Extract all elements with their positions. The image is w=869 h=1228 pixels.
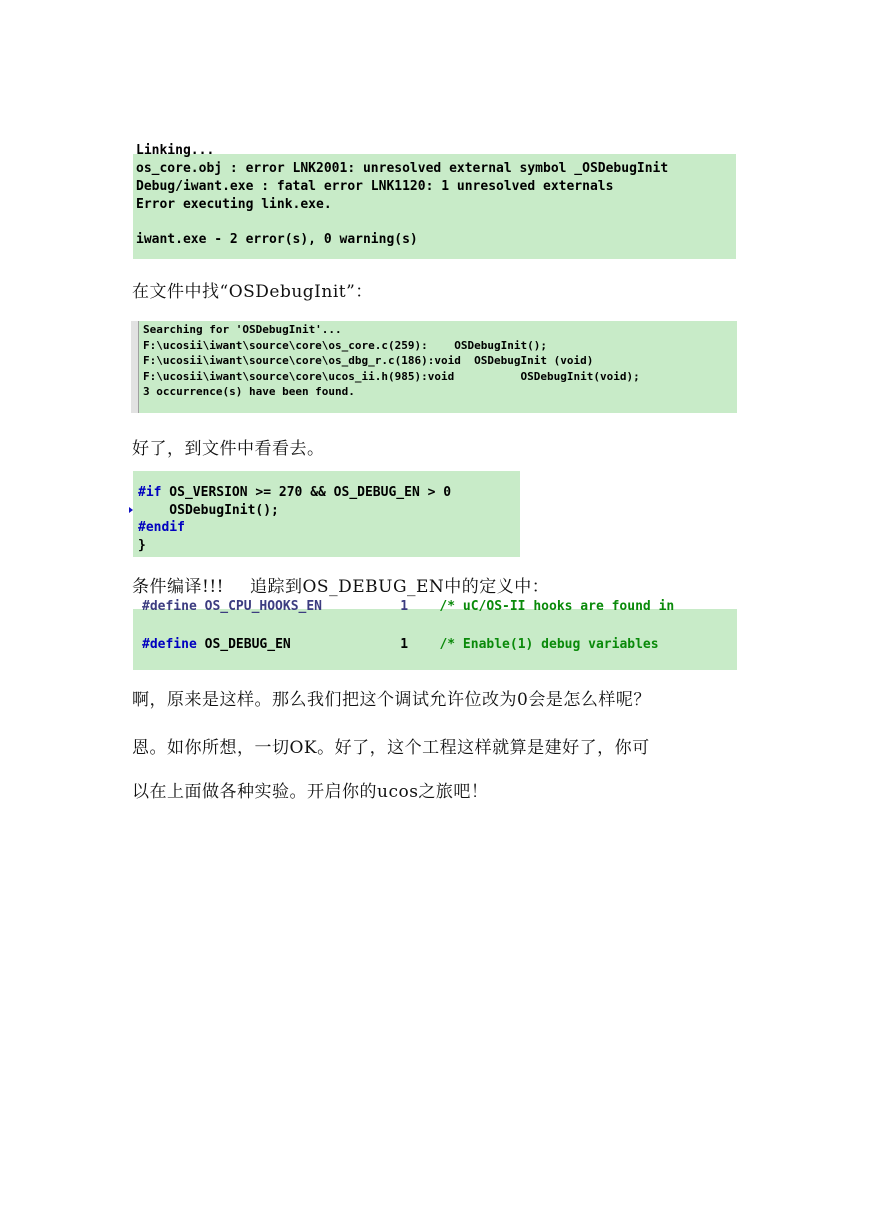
find-results-screenshot <box>131 321 737 413</box>
output-line-error-summary: iwant.exe - 2 error(s), 0 warning(s) <box>136 232 418 247</box>
if-keyword: #if <box>138 485 162 500</box>
define-keyword: #define <box>142 637 197 652</box>
find-line-result-3: F:\ucosii\iwant\source\core\ucos_ii.h(985):void OSDebugInit(void); <box>143 370 640 383</box>
output-line-unresolved-symbol: os_core.obj : error LNK2001: unresolved external symbol _OSDebugInit <box>136 161 669 176</box>
paragraph-look-in-file: 好了，到文件中看看去。 <box>132 439 325 459</box>
find-line-result-2: F:\ucosii\iwant\source\core\os_dbg_r.c(186):void OSDebugInit (void) <box>143 354 594 367</box>
trace-definition-text: 追踪到OS_DEBUG_EN中的定义中： <box>250 577 550 597</box>
if-condition: OS_VERSION >= 270 && OS_DEBUG_EN > 0 <box>161 485 452 500</box>
define-code-screenshot <box>133 599 737 670</box>
code-line-brace: } <box>138 538 146 553</box>
cut-comment-text: /* uC/OS-II hooks are found in <box>408 599 675 614</box>
cut-define-text: #define OS_CPU_HOOKS_EN 1 <box>142 599 409 614</box>
find-results-gutter <box>131 321 139 413</box>
link-error-output-screenshot <box>133 143 736 259</box>
paragraph-conclusion-line-3: 以在上面做各种实验。开启你的ucos之旅吧！ <box>132 782 489 802</box>
define-name-value: OS_DEBUG_EN 1 <box>196 637 440 652</box>
code-line-if <box>138 485 451 500</box>
conditional-code-screenshot <box>133 471 520 557</box>
code-line-cut-define <box>142 599 674 614</box>
find-line-summary: 3 occurrence(s) have been found. <box>143 385 355 398</box>
paragraph-conclusion-line-1: 啊，原来是这样。那么我们把这个调试允许位改为0会是怎么样呢？ <box>132 690 651 710</box>
code-line-define-debug-en <box>142 637 659 652</box>
paragraph-conditional-compile <box>132 572 549 597</box>
define-comment: /* Enable(1) debug variables <box>439 637 659 652</box>
output-line-cut: Linking... <box>136 143 215 158</box>
output-line-error-executing: Error executing link.exe. <box>136 197 332 212</box>
code-line-endif: #endif <box>138 520 185 535</box>
output-line-fatal-error: Debug/iwant.exe : fatal error LNK1120: 1 unresolved externals <box>136 179 614 194</box>
paragraph-conclusion-line-2: 恩。如你所想，一切OK。好了，这个工程这样就算是建好了，你可 <box>132 738 650 758</box>
find-line-searching: Searching for 'OSDebugInit'... <box>143 323 342 336</box>
code-line-call: OSDebugInit(); <box>138 503 279 518</box>
conditional-compile-text: 条件编译!!! <box>132 577 224 597</box>
paragraph-find-in-files: 在文件中找“OSDebugInit”： <box>132 282 373 302</box>
find-line-result-1: F:\ucosii\iwant\source\core\os_core.c(259): OSDebugInit(); <box>143 339 547 352</box>
